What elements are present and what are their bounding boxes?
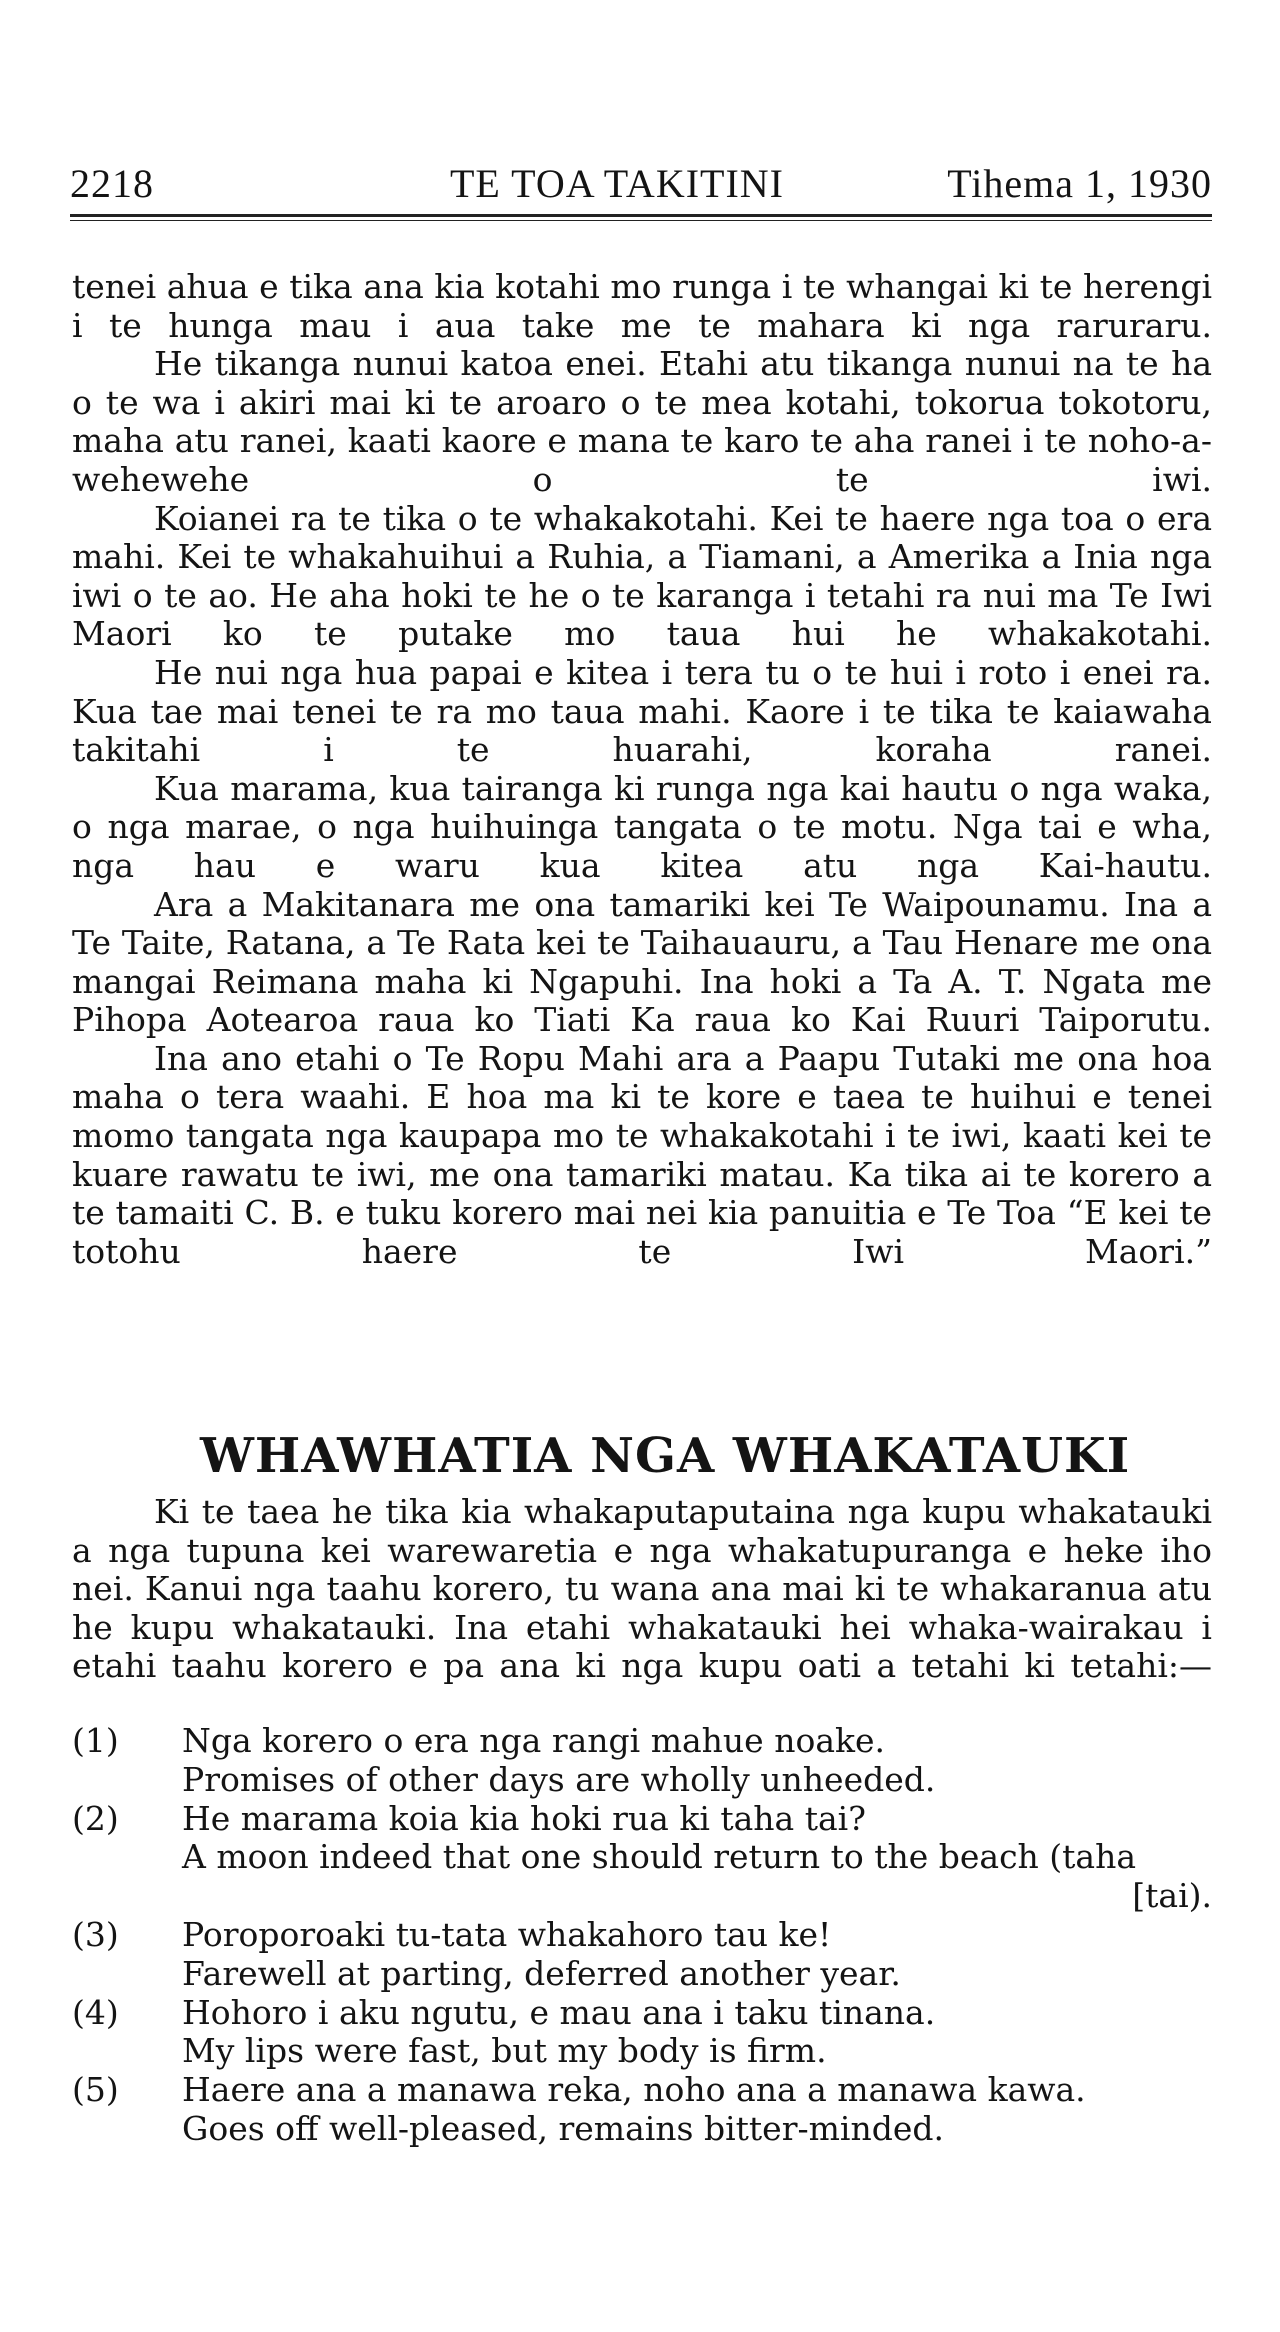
paragraph: Ara a Makitanara me ona tamariki kei Te Waipounamu. Ina a Te Taite, Ratana, a Te Rata kei te Taihauauru, a Tau Henare me ona mangai Reimana maha ki Ngapuhi. Ina hoki a Ta A. T. Ngata me Pihopa Aotearoa raua ko Tiati Ka raua ko Kai Ruuri Taiporutu. [72,884,1212,1040]
page-number: 2218 [70,161,154,206]
proverb-english: Goes off well-pleased, remains bitter-minded. [182,2108,944,2148]
proverb-english: Promises of other days are wholly unheeded. [182,1759,936,1799]
publication-title: TE TOA TAKITINI [450,161,784,206]
proverb-item [72,2071,1212,2149]
proverb-item [72,1994,1212,2072]
proverb-maori: He marama koia kia hoki rua ki taha tai? [182,1798,866,1838]
proverb-number: (4) [72,1992,119,2032]
proverb-item [72,1916,1212,1994]
paragraph: He tikanga nunui katoa enei. Etahi atu tikanga nunui na te ha o te wa i akiri mai ki te aroaro o te mea kotahi, tokorua tokotoru, maha atu ranei, kaati kaore e mana te karo te aha ranei i te noho-a-wehewehe o te iwi. [72,344,1212,499]
proverb-maori: Haere ana a manawa reka, noho ana a manawa kawa. [182,2070,1086,2110]
proverb-maori: Poroporoaki tu-tata whakahoro tau ke! [182,1914,832,1954]
section-body [72,1493,1212,1686]
header-rule-thick [70,214,1212,217]
proverb-maori: Nga korero o era nga rangi mahue noake. [182,1721,886,1760]
paragraph: Ina ano etahi o Te Ropu Mahi ara a Paapu Tutaki me ona hoa maha o tera waahi. E hoa ma ki te kore e taea te huihui e tenei momo tangata nga kaupapa mo te whakakotahi i te iwi, kaati kei te kuare rawatu te iwi, me ona tamariki matau. Ka tika ai te korero a te tamaiti C. B. e tuku korero mai nei kia panuitia e Te Toa “E kei te totohu haere te Iwi Maori.” [72,1038,1212,1271]
proverb-english: A moon indeed that one should return to the beach (taha [182,1837,1137,1877]
proverb-maori: Hohoro i aku ngutu, e mau ana i taku tinana. [182,1992,936,2032]
section-intro: Ki te taea he tika kia whakaputaputaina nga kupu whakatauki a nga tupuna kei warewaretia e nga whakatupuranga e heke iho nei. Kanui nga taahu korero, tu wana ana mai ki te whakaranua atu he kupu whakatauki. Ina etahi whakatauki hei whaka-wairakau i etahi taahu korero e pa ana ki nga kupu oati a tetahi ki tetahi:— [72,1492,1212,1686]
proverb-item [72,1800,1212,1916]
section-heading: WHAWHATIA NGA WHAKATAUKI [200,1428,1131,1484]
proverb-english-wrap: [tai). [1132,1876,1212,1916]
header-rule-thin [70,220,1212,221]
proverb-number: (1) [72,1721,119,1760]
proverb-number: (5) [72,2070,119,2110]
proverb-english: Farewell at parting, deferred another year. [182,1953,901,1993]
proverb-item [72,1722,1212,1800]
paragraph: He nui nga hua papai e kitea i tera tu o te hui i roto i enei ra. Kua tae mai tenei te ra mo taua mahi. Kaore i te tika te kaiawaha takitahi i te huarahi, koraha ranei. [72,652,1212,770]
paragraph: tenei ahua e tika ana kia kotahi mo runga i te whangai ki te herengi i te hunga mau i aua take me te mahara ki nga raruraru. [72,267,1212,345]
proverb-number: (3) [72,1914,119,1954]
proverb-english: My lips were fast, but my body is firm. [182,2031,827,2071]
paragraph: Kua marama, kua tairanga ki runga nga kai hautu o nga waka, o nga marae, o nga huihuinga tangata o te motu. Nga tai e wha, nga hau e waru kua kitea atu nga Kai-hautu. [72,768,1212,885]
proverb-number: (2) [72,1798,119,1838]
running-header [70,160,1212,210]
article-body [72,268,1212,1271]
issue-date: Tihema 1, 1930 [947,161,1212,206]
proverb-list [72,1722,1212,2149]
paragraph: Koianei ra te tika o te whakakotahi. Kei te haere nga toa o era mahi. Kei te whakahuihui a Ruhia, a Tiamani, a Amerika a Inia nga iwi o te ao. He aha hoki te he o te karanga i tetahi ra nui ma Te Iwi Maori ko te putake mo taua hui he whakakotahi. [72,498,1212,654]
